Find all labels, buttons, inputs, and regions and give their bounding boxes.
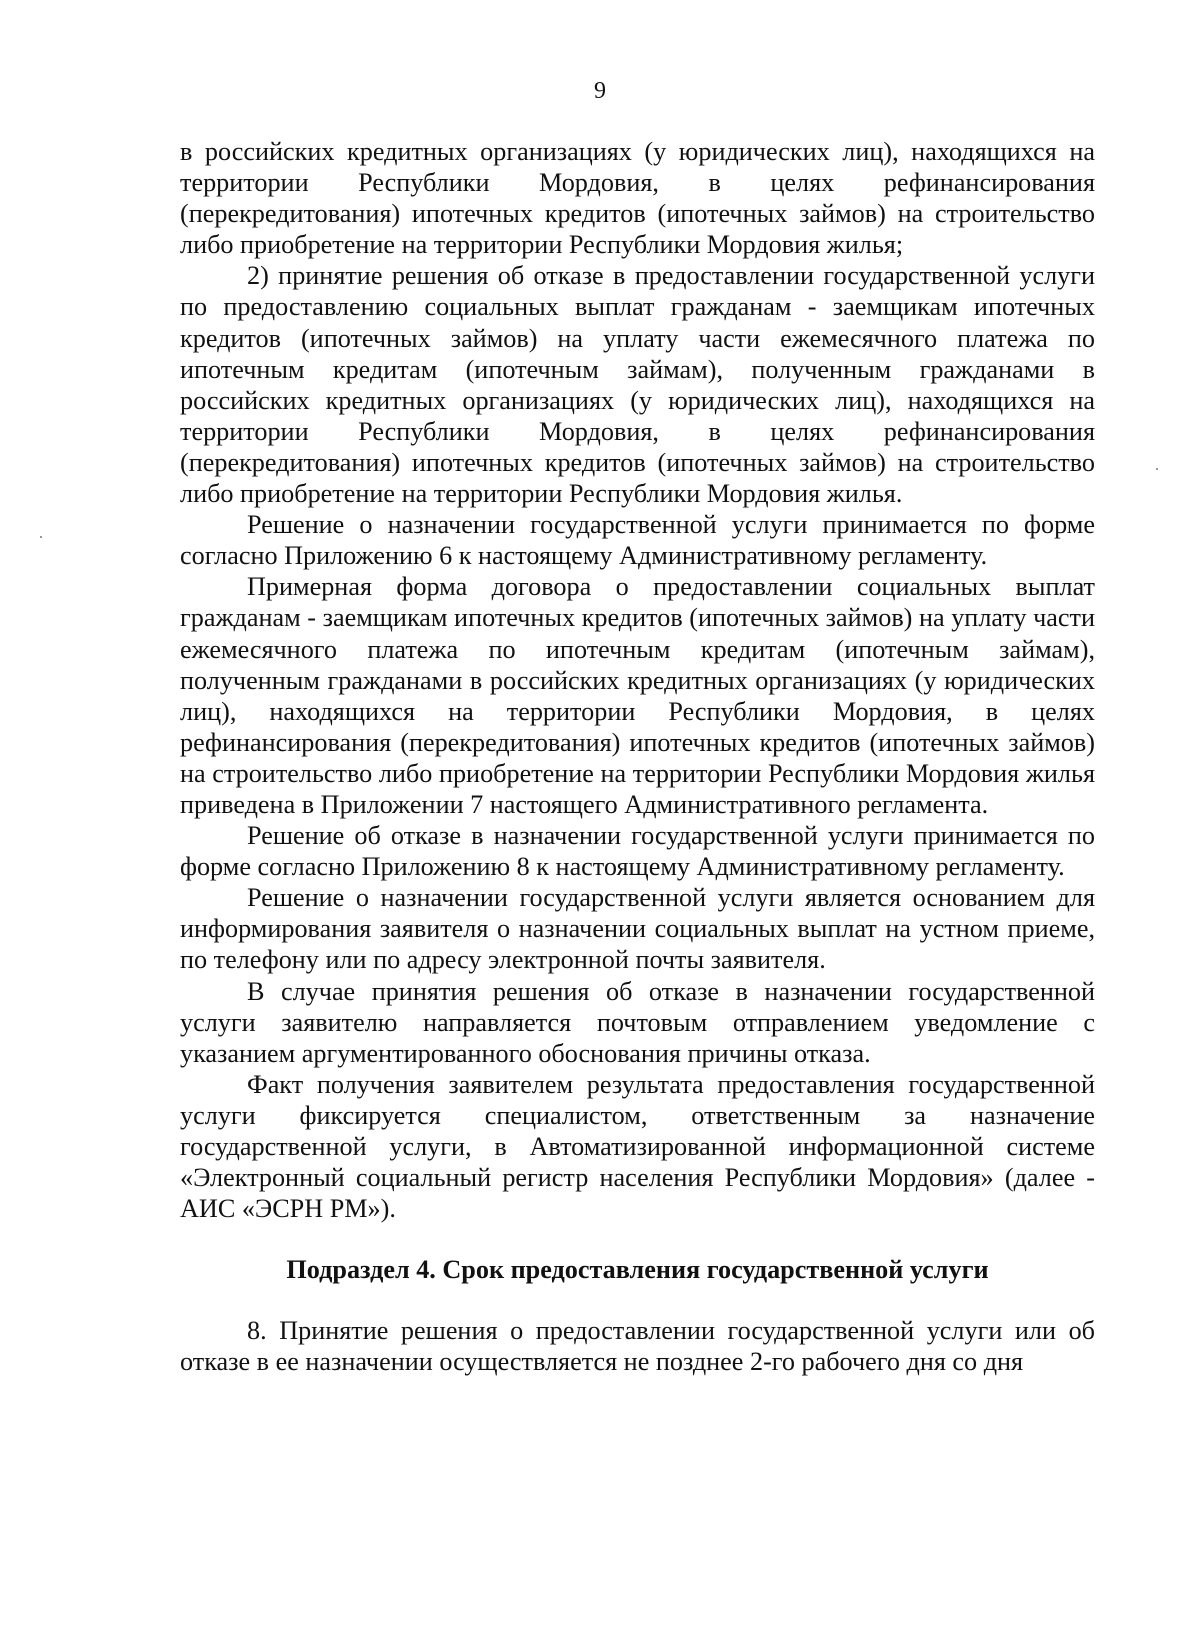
paragraph: В случае принятия решения об отказе в назначении государственной услуги заявителю направляется почтовым отправлением уведомление с указанием аргументированного обоснования причины отказа. (180, 976, 1095, 1068)
paragraph: 8. Принятие решения о предоставлении государственной услуги или об отказе в ее назначении осуществляется не позднее 2-го рабочего дня со дня (180, 1316, 1095, 1377)
section-heading: Подраздел 4. Срок предоставления государственной услуги (286, 1255, 989, 1285)
page-number: 9 (594, 78, 606, 104)
document-body (180, 136, 1095, 1378)
paragraph: Решение об отказе в назначении государственной услуги принимается по форме согласно Приложению 8 к настоящему Административному регламенту. (180, 821, 1095, 882)
paragraph: 2) принятие решения об отказе в предоставлении государственной услуги по предоставлению социальных выплат гражданам - заемщикам ипотечных кредитов (ипотечных займов) на уплату части ежемесячного платежа по ипотечным кредитам (ипотечным займам), полученным гражданами в российских кредитных организациях (у юридических лиц), находящихся на территории Республики Мордовия, в целях рефинансирования (перекредитования) ипотечных кредитов (ипотечных займов) на строительство либо приобретение на территории Республики Мордовия жилья. (180, 261, 1095, 509)
paragraph: Решение о назначении государственной услуги является основанием для информирования заявителя о назначении социальных выплат на устном приеме, по телефону или по адресу электронной почты заявителя. (180, 883, 1095, 975)
scan-speck (1156, 468, 1158, 470)
paragraph: Факт получения заявителем результата предоставления государственной услуги фиксируется специалистом, ответственным за назначение государственной услуги, в Автоматизированной информационной системе «Электронный социальный регистр населения Республики Мордовия» (далее - АИС «ЭСРН РМ»). (180, 1069, 1095, 1224)
paragraph: Решение о назначении государственной услуги принимается по форме согласно Приложению 6 к настоящему Административному регламенту. (180, 510, 1095, 571)
scan-speck (40, 536, 42, 538)
paragraph: в российских кредитных организациях (у юридических лиц), находящихся на территории Республики Мордовия, в целях рефинансирования (перекредитования) ипотечных кредитов (ипотечных займов) на строительство либо приобретение на территории Республики Мордовия жилья; (180, 137, 1095, 260)
paragraph: Примерная форма договора о предоставлении социальных выплат гражданам - заемщикам ипотечных кредитов (ипотечных займов) на уплату части ежемесячного платежа по ипотечным кредитам (ипотечным займам), полученным гражданами в российских кредитных организациях (у юридических лиц), находящихся на территории Республики Мордовия, в целях рефинансирования (перекредитования) ипотечных кредитов (ипотечных займов) на строительство либо приобретение на территории Республики Мордовия жилья приведена в Приложении 7 настоящего Административного регламента. (180, 572, 1095, 819)
